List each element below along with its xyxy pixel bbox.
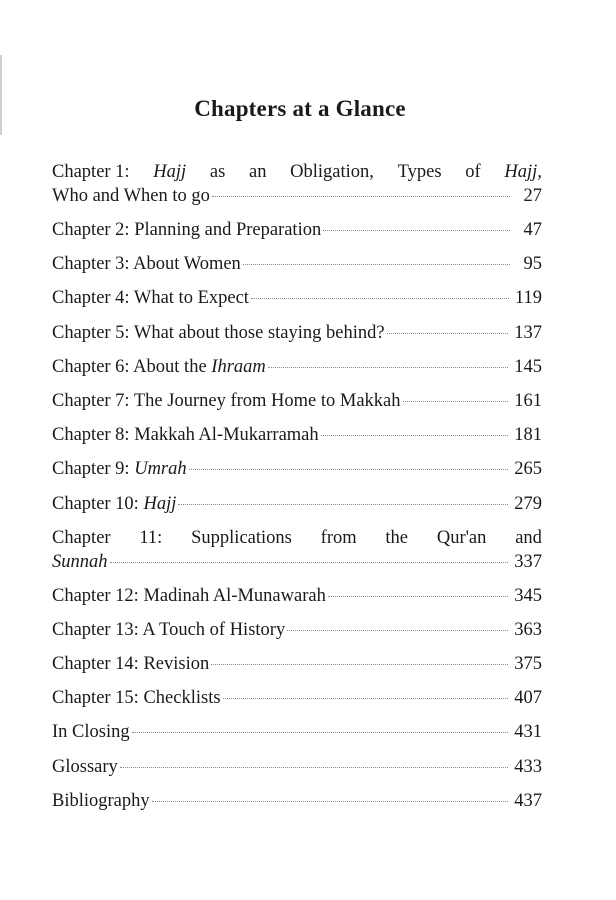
toc-entry-title <box>52 458 187 480</box>
dot-leader <box>189 469 509 470</box>
toc-title-word: Obligation, <box>290 162 374 182</box>
page-number: 181 <box>514 425 542 446</box>
toc-entry[interactable] <box>52 158 542 216</box>
page-number: 345 <box>514 585 542 606</box>
toc-title-word: of <box>465 162 481 182</box>
toc-entry-title-italic: Hajj <box>143 493 177 514</box>
toc-entry[interactable] <box>52 753 542 787</box>
dot-leader <box>268 367 508 368</box>
toc-entry-title <box>52 424 319 446</box>
toc-entry[interactable] <box>52 387 542 421</box>
page-number: 137 <box>514 322 542 343</box>
dot-leader <box>110 562 509 563</box>
dot-leader <box>328 596 508 597</box>
toc-title-word: and <box>515 527 542 548</box>
toc-title-word: Chapter <box>52 527 111 548</box>
toc-entry-title-text: Chapter 13: A Touch of History <box>52 619 286 640</box>
toc-entry-title <box>52 551 108 573</box>
dot-leader <box>211 664 508 665</box>
dot-leader <box>251 298 509 299</box>
page-number: 407 <box>514 688 542 709</box>
toc-entry-title-text: Chapter 5: What about those staying behind? <box>52 322 385 343</box>
dot-leader <box>212 196 510 197</box>
toc-entry-title-text: Chapter 9: <box>52 459 135 480</box>
dot-leader <box>403 401 509 402</box>
toc-entry[interactable] <box>52 582 542 616</box>
toc-entry[interactable] <box>52 250 542 284</box>
toc-entry-title-line1 <box>52 161 542 183</box>
toc-title-word: the <box>385 527 409 548</box>
toc-title-word: 11: <box>139 527 163 548</box>
toc-entry-title-text: Glossary <box>52 756 118 777</box>
toc-entry[interactable] <box>52 684 542 718</box>
toc-entry[interactable] <box>52 718 542 752</box>
page-number: 279 <box>514 493 542 514</box>
toc-entry-title-text: Chapter 7: The Journey from Home to Makkah <box>52 390 401 411</box>
toc-entry-title-text: Chapter 15: Checklists <box>52 688 221 709</box>
toc-entry-title-text: In Closing <box>52 722 130 743</box>
toc-entry-title <box>52 390 401 412</box>
page-number: 265 <box>514 459 542 480</box>
page-number: 95 <box>523 254 542 275</box>
toc-entry-title-text: Chapter 10: <box>52 493 144 514</box>
toc-entry[interactable] <box>52 216 542 250</box>
toc-entry-title-text: Chapter 6: About the <box>52 356 212 377</box>
toc-entry-title-text: Bibliography <box>52 790 150 811</box>
page-edge-shadow <box>0 55 2 135</box>
dot-leader <box>287 630 508 631</box>
toc-entry[interactable] <box>52 421 542 455</box>
dot-leader <box>387 333 509 334</box>
page-title: Chapters at a Glance <box>194 96 406 121</box>
page-number: 363 <box>514 619 542 640</box>
toc-entry[interactable] <box>52 490 542 524</box>
toc-entry-title <box>52 585 326 607</box>
toc-entry-title-text: Chapter 3: About Women <box>52 254 241 275</box>
toc-entry[interactable] <box>52 455 542 489</box>
dot-leader <box>321 435 509 436</box>
toc-entry-title-text: Chapter 4: What to Expect <box>52 288 249 309</box>
page-number: 47 <box>523 220 542 240</box>
toc-entry[interactable] <box>52 319 542 353</box>
page-number: 431 <box>514 722 542 743</box>
toc-entry-title-line2: Sunnah <box>52 551 108 572</box>
toc-title-word: Supplications <box>191 527 292 548</box>
page-number: 145 <box>514 356 542 377</box>
dot-leader <box>243 264 510 265</box>
dot-leader <box>132 732 509 733</box>
toc-entry-title <box>52 253 241 275</box>
page-number: 337 <box>514 551 542 572</box>
page-number: 437 <box>514 790 542 811</box>
toc-entry-title <box>52 790 150 812</box>
toc-entry[interactable] <box>52 787 542 821</box>
page-number: 119 <box>514 288 542 309</box>
page-number: 375 <box>514 654 542 675</box>
page-number: 433 <box>514 756 542 777</box>
dot-leader <box>152 801 509 802</box>
toc-entry-title <box>52 356 266 378</box>
toc-entry-title-text: Chapter 2: Planning and Preparation <box>52 220 322 240</box>
dot-leader <box>120 767 508 768</box>
toc-entry-title-text: Chapter 12: Madinah Al-Munawarah <box>52 585 326 606</box>
toc-title-word: Chapter 1: <box>52 162 130 182</box>
toc-entry-title-line2: Who and When to go <box>52 186 210 206</box>
page-number: 27 <box>523 186 542 206</box>
toc-entry-title <box>52 721 130 743</box>
toc-entry-title <box>52 619 285 641</box>
toc-entry-title-italic: Ihraam <box>211 356 266 377</box>
toc-entry-title <box>52 185 210 207</box>
toc-entry[interactable] <box>52 524 542 582</box>
toc-entry[interactable] <box>52 616 542 650</box>
toc-title-word: from <box>320 527 357 548</box>
toc-title-word: Types <box>397 162 442 182</box>
toc-entry-title <box>52 287 249 309</box>
toc-title-word: Hajj <box>153 162 187 182</box>
dot-leader <box>223 698 509 699</box>
toc-entry-title-text: Chapter 14: Revision <box>52 654 210 675</box>
toc-entry-title-line1 <box>52 527 542 549</box>
toc-title-word: as <box>209 162 226 182</box>
toc-entry-title <box>52 687 221 709</box>
toc-entry[interactable] <box>52 284 542 318</box>
page-number: 161 <box>514 390 542 411</box>
toc-entry-title <box>52 322 385 344</box>
toc-entry-title <box>52 653 209 675</box>
dot-leader <box>323 230 510 231</box>
toc-title-word: Hajj, <box>504 162 542 182</box>
table-of-contents <box>52 158 542 821</box>
toc-title-word: Qur'an <box>436 527 487 548</box>
toc-title-word: an <box>249 162 267 182</box>
toc-entry-title-text: Chapter 8: Makkah Al-Mukarramah <box>52 425 319 446</box>
toc-entry[interactable] <box>52 650 542 684</box>
dot-leader <box>178 504 508 505</box>
toc-entry-title <box>52 493 176 515</box>
toc-entry[interactable] <box>52 353 542 387</box>
toc-entry-title-italic: Umrah <box>134 459 187 480</box>
toc-entry-title <box>52 219 321 241</box>
toc-entry-title <box>52 756 118 778</box>
